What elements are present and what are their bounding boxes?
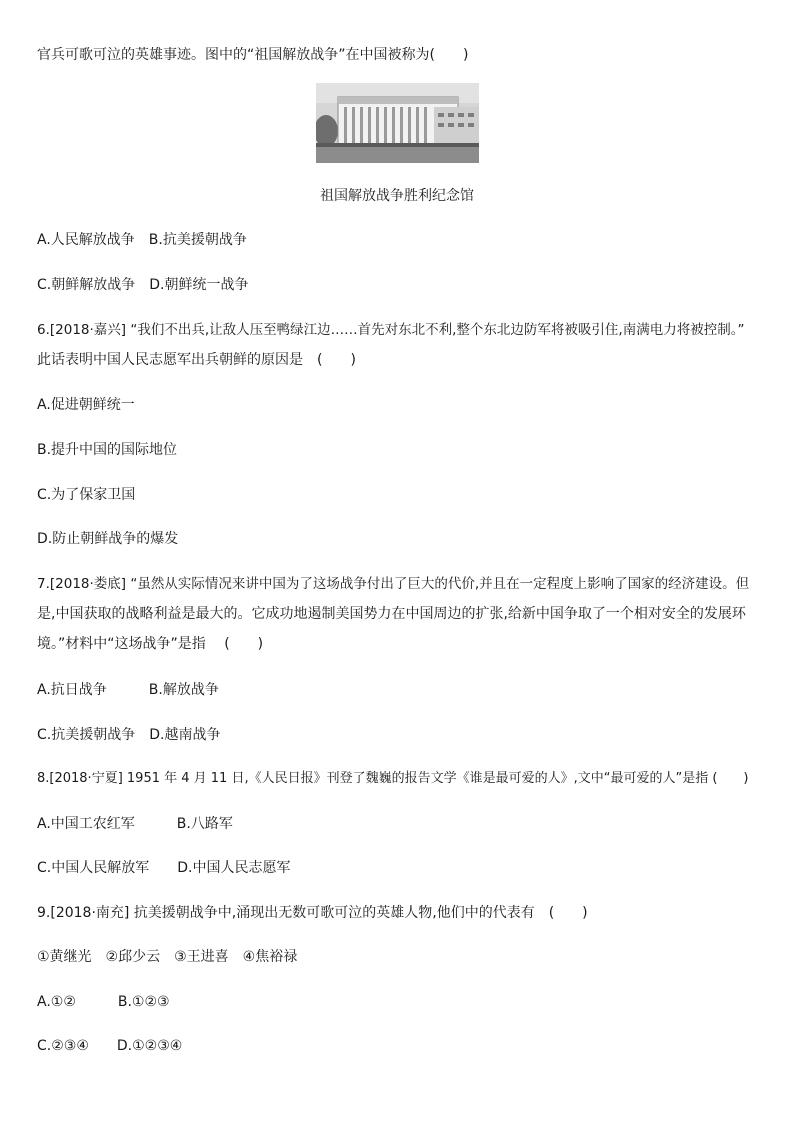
option-line: A.促进朝鲜统一 (37, 397, 135, 413)
option-line: C.为了保家卫国 (37, 487, 136, 503)
option-line: C.朝鲜解放战争 D.朝鲜统一战争 (37, 277, 249, 293)
text-line: 官兵可歌可泣的英雄事迹。图中的“祖国解放战争”在中国被称为( ) (37, 47, 469, 63)
option-line: C.中国人民解放军 D.中国人民志愿军 (37, 860, 291, 876)
option-line: A.抗日战争 B.解放战争 (37, 682, 219, 698)
question-6: 6.[2018·嘉兴] “我们不出兵,让敌人压至鸭绿江边……首先对东北不利,整个东北边防军将被吸引住,南满电力将被控制。” (37, 322, 745, 338)
question-7-cont: 是,中国获取的战略利益是最大的。它成功地遏制美国势力在中国周边的扩张,给新中国争取了一个相对安全的发展环 (37, 606, 746, 622)
option-line: D.防止朝鲜战争的爆发 (37, 531, 179, 547)
option-line: A.人民解放战争 B.抗美援朝战争 (37, 232, 247, 248)
figure-caption: 祖国解放战争胜利纪念馆 (320, 188, 474, 204)
museum-building-image (316, 83, 479, 163)
question-8: 8.[2018·宁夏] 1951 年 4 月 11 日,《人民日报》刊登了魏巍的报告文学《谁是最可爱的人》,文中“最可爱的人”是指 ( ) (37, 771, 749, 786)
option-line: A.①② B.①②③ (37, 994, 170, 1010)
question-9: 9.[2018·南充] 抗美援朝战争中,涌现出无数可歌可泣的英雄人物,他们中的代表有 ( ) (37, 905, 588, 921)
museum-photo (316, 83, 479, 163)
question-9-items: ①黄继光 ②邱少云 ③王进喜 ④焦裕禄 (37, 949, 298, 965)
question-6-cont: 此话表明中国人民志愿军出兵朝鲜的原因是 ( ) (37, 352, 356, 368)
option-line: A.中国工农红军 B.八路军 (37, 816, 233, 832)
option-line: B.提升中国的国际地位 (37, 442, 178, 458)
question-7-cont: 境。”材料中“这场战争”是指 ( ) (37, 636, 264, 652)
question-7: 7.[2018·娄底] “虽然从实际情况来讲中国为了这场战争付出了巨大的代价,并且在一定程度上影响了国家的经济建设。但 (37, 576, 750, 592)
option-line: C.②③④ D.①②③④ (37, 1038, 183, 1054)
option-line: C.抗美援朝战争 D.越南战争 (37, 727, 221, 743)
